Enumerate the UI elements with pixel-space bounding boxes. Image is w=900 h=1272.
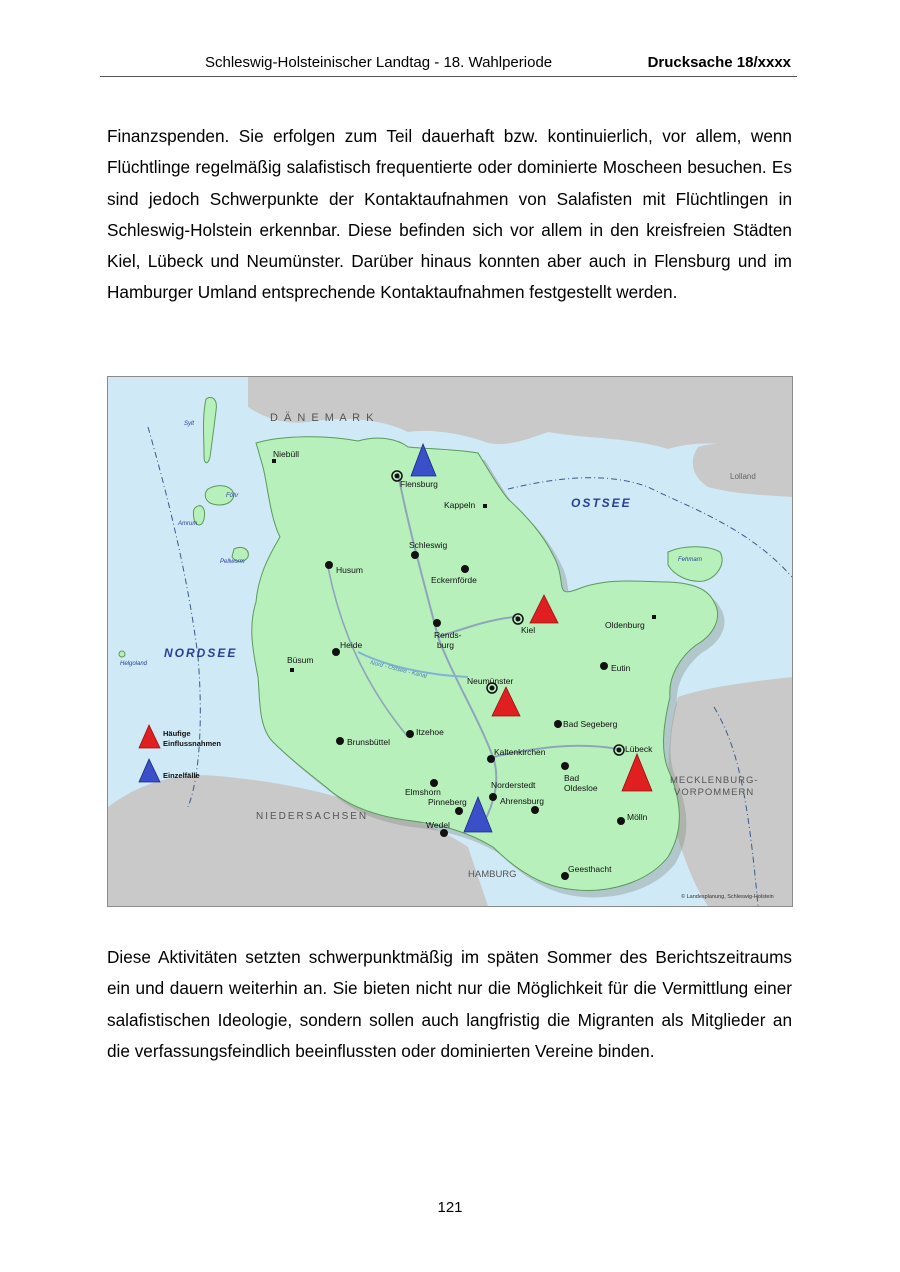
- map-figure: [107, 376, 793, 907]
- label-fehmarn: Fehmarn: [678, 557, 703, 563]
- label-geesthacht: Geesthacht: [568, 864, 612, 874]
- marker-wedel: [440, 829, 448, 837]
- marker-brunsbuettel: [336, 737, 344, 745]
- header-drucksache: Drucksache 18/xxxx: [647, 54, 791, 71]
- label-pellworm: Pellworm: [220, 559, 245, 565]
- marker-luebeck-dot: [617, 748, 622, 753]
- header-title: Schleswig-Holsteinischer Landtag - 18. Wahlperiode: [205, 54, 553, 71]
- page-header: [100, 52, 797, 77]
- label-kiel: Kiel: [521, 625, 536, 635]
- marker-buesum: [290, 668, 294, 672]
- label-hamburg: HAMBURG: [468, 869, 517, 880]
- label-eckernfoerde: Eckernförde: [431, 575, 477, 585]
- paragraph-2: Diese Aktivitäten setzten schwerpunktmäßig im späten Sommer des Berichtszeitraums ein und dauern weiterhin an. Sie bieten nicht nur die Möglichkeit für die Vermittlung einer salafistischen Ideologie, sondern sollen auch langfristig die Migranten als Mitglieder an die verfassungsfeindlich beeinflussten oder dominierten Vereine binden.: [107, 947, 792, 1061]
- legend-single-label: Einzelfälle: [163, 771, 200, 780]
- label-pinneberg: Pinneberg: [428, 797, 467, 807]
- marker-eckernfoerde: [461, 565, 469, 573]
- label-eutin: Eutin: [611, 663, 631, 673]
- marker-itzehoe: [406, 730, 414, 738]
- label-moelln: Mölln: [627, 812, 648, 822]
- marker-moelln: [617, 817, 625, 825]
- label-bad-oldesloe-1: Bad: [564, 773, 580, 783]
- label-nordsee: NORDSEE: [164, 646, 238, 660]
- label-heide: Heide: [340, 640, 363, 650]
- helgoland-island: [119, 651, 125, 657]
- marker-bad-segeberg: [554, 720, 562, 728]
- label-ahrensburg: Ahrensburg: [500, 796, 544, 806]
- marker-elmshorn: [430, 779, 438, 787]
- label-kanal: Nord - Ostsee - Kanal: [369, 660, 428, 680]
- label-brunsbuettel: Brunsbüttel: [347, 737, 390, 747]
- label-amrum: Amrum: [178, 521, 198, 527]
- marker-husum: [325, 561, 333, 569]
- label-schleswig: Schleswig: [409, 540, 448, 550]
- label-niedersachsen: NIEDERSACHSEN: [256, 811, 369, 822]
- label-neumuenster: Neumünster: [467, 676, 514, 686]
- label-ostsee: OSTSEE: [571, 496, 632, 510]
- label-luebeck: Lübeck: [625, 744, 653, 754]
- label-rendsburg-1: Rends-: [434, 630, 462, 640]
- label-elmshorn: Elmshorn: [405, 787, 441, 797]
- label-helgoland: Helgoland: [120, 661, 148, 667]
- label-norderstedt: Norderstedt: [491, 780, 536, 790]
- label-lolland: Lolland: [730, 472, 756, 481]
- label-sylt: Sylt: [184, 421, 195, 427]
- label-wedel: Wedel: [426, 820, 450, 830]
- marker-eutin: [600, 662, 608, 670]
- marker-heide: [332, 648, 340, 656]
- label-niebuell: Niebüll: [273, 449, 299, 459]
- legend-frequent-label-1: Häufige: [163, 729, 191, 738]
- label-mecklenburg-1: MECKLENBURG-: [670, 775, 759, 786]
- label-daenemark: D Ä N E M A R K: [270, 412, 376, 424]
- label-buesum: Büsum: [287, 655, 314, 665]
- marker-oldenburg: [652, 615, 656, 619]
- legend-frequent-label-2: Einflussnahmen: [163, 739, 221, 748]
- label-rendsburg-2: burg: [437, 640, 455, 650]
- label-kaltenkirchen: Kaltenkirchen: [494, 747, 546, 757]
- marker-norderstedt: [489, 793, 497, 801]
- marker-ahrensburg: [531, 806, 539, 814]
- label-foehr: Föhr: [226, 493, 239, 499]
- label-kappeln: Kappeln: [444, 500, 476, 510]
- marker-schleswig: [411, 551, 419, 559]
- map-copyright: © Landesplanung, Schleswig-Holstein: [681, 894, 774, 900]
- label-bad-oldesloe-2: Oldesloe: [564, 783, 598, 793]
- marker-niebuell: [272, 459, 276, 463]
- label-bad-segeberg: Bad Segeberg: [563, 719, 618, 729]
- label-husum: Husum: [336, 565, 363, 575]
- marker-kappeln: [483, 504, 487, 508]
- marker-kiel-dot: [516, 617, 521, 622]
- label-itzehoe: Itzehoe: [416, 727, 444, 737]
- label-flensburg: Flensburg: [400, 479, 438, 489]
- label-mecklenburg-2: VORPOMMERN: [674, 787, 755, 798]
- marker-pinneberg: [455, 807, 463, 815]
- paragraph-1: Finanzspenden. Sie erfolgen zum Teil dauerhaft bzw. kontinuierlich, vor allem, wenn Flüchtlinge regelmäßig salafistisch frequentierte oder dominierte Moscheen besuchen. Es sind jedoch Schwerpunkte der Kontaktaufnahmen von Salafisten mit Flüchtlingen in Schleswig-Holstein erkennbar. Diese befinden sich vor allem in den kreisfreien Städten Kiel, Lübeck und Neumünster. Darüber hinaus konnten aber auch in Flensburg und im Hamburger Umland entsprechende Kontaktaufnahmen festgestellt werden.: [107, 126, 792, 303]
- marker-rendsburg: [433, 619, 441, 627]
- page-number: 121: [437, 1199, 463, 1216]
- label-oldenburg: Oldenburg: [605, 620, 645, 630]
- marker-neumuenster-dot: [490, 686, 495, 691]
- marker-flensburg-dot: [395, 474, 400, 479]
- map-svg: [108, 377, 792, 906]
- marker-bad-oldesloe: [561, 762, 569, 770]
